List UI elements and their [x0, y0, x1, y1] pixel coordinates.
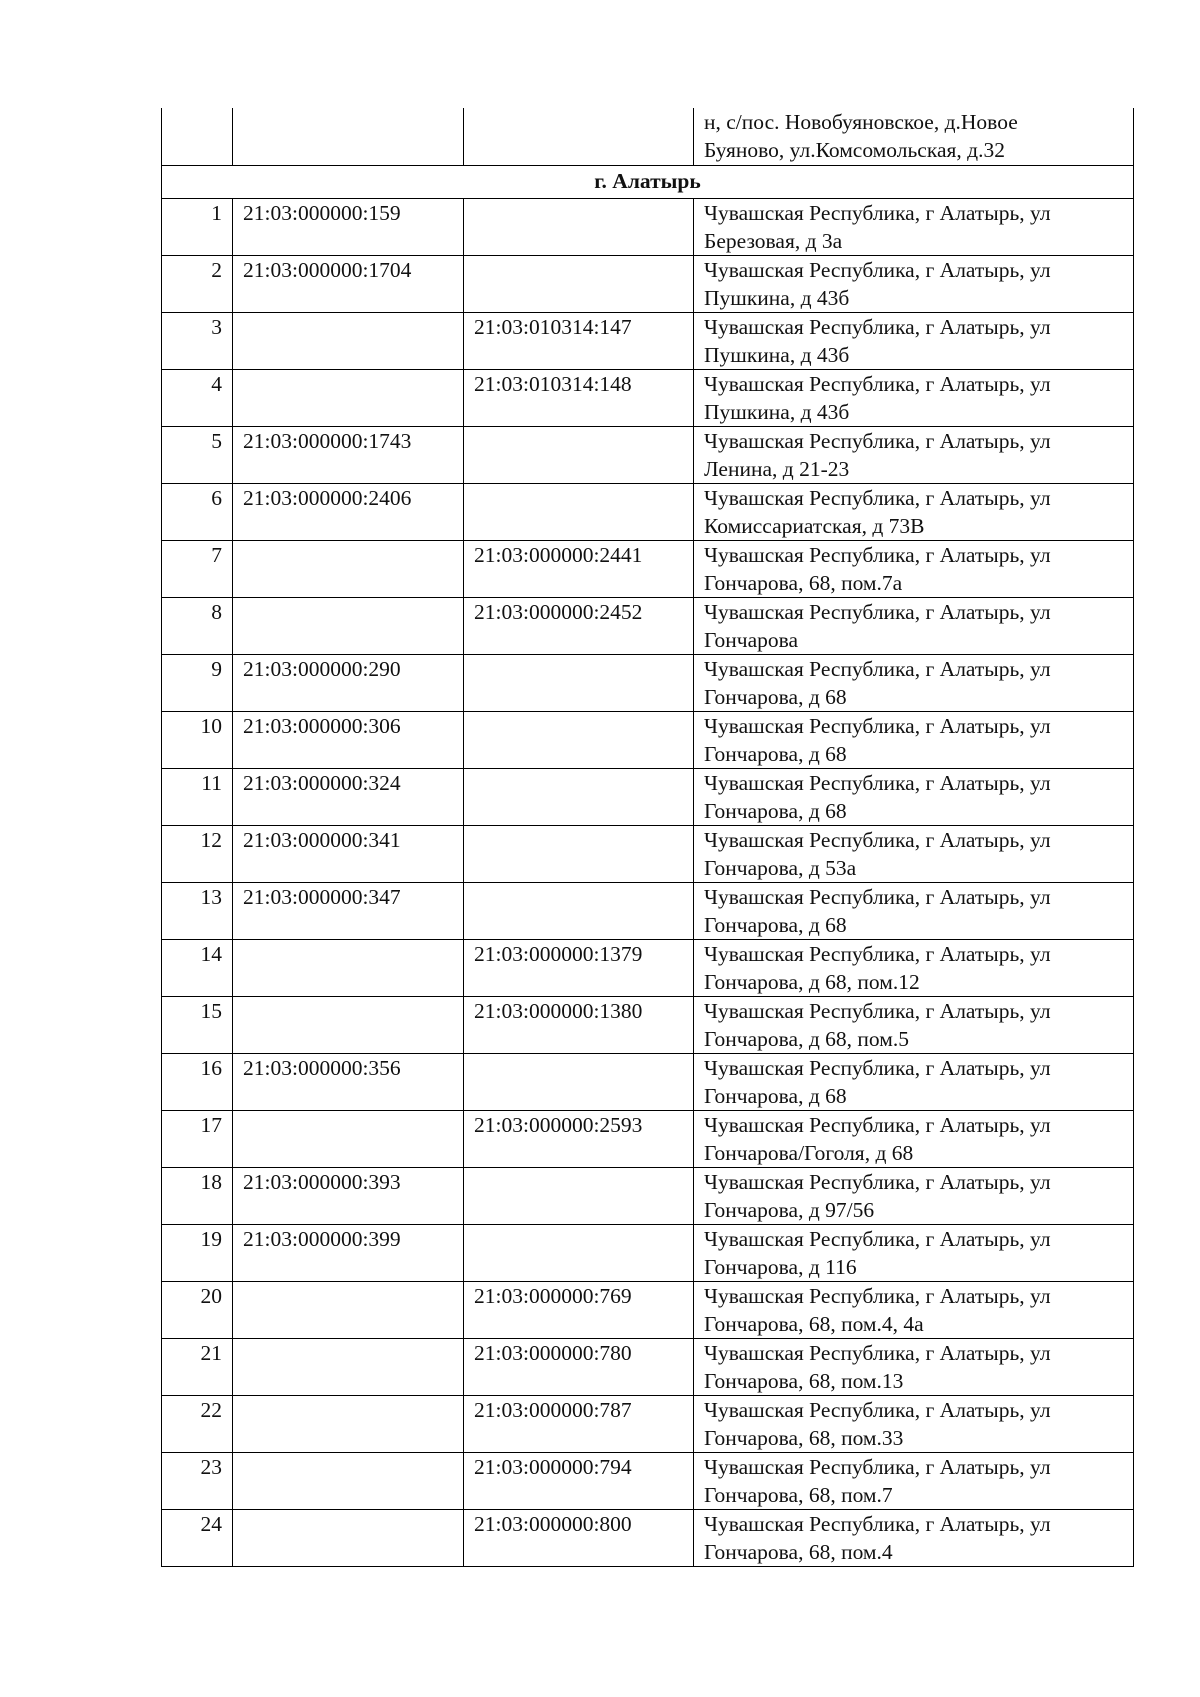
- property-table: [161, 108, 1134, 1567]
- premises-cadastral-number: 21:03:000000:800: [464, 1509, 694, 1566]
- cadastral-number: [233, 597, 464, 654]
- address-line: Чувашская Республика, г Алатырь, ул: [704, 656, 1051, 681]
- premises-cadastral-number: [464, 1224, 694, 1281]
- address-line: Чувашская Республика, г Алатырь, ул: [704, 428, 1051, 453]
- table-row: [162, 654, 1134, 711]
- cadastral-number: [233, 1110, 464, 1167]
- cadastral-number: [233, 1338, 464, 1395]
- table-row: [162, 369, 1134, 426]
- address-line: Березовая, д 3а: [704, 228, 843, 253]
- address-line: Гончарова, д 68: [704, 798, 847, 823]
- table-row: [162, 996, 1134, 1053]
- premises-cadastral-number: 21:03:010314:148: [464, 369, 694, 426]
- address-line: Пушкина, д 43б: [704, 285, 850, 310]
- address-line: Гончарова, д 68: [704, 912, 847, 937]
- address-line: Гончарова, д 97/56: [704, 1197, 875, 1222]
- premises-cadastral-number: 21:03:000000:2452: [464, 597, 694, 654]
- row-number: 23: [162, 1452, 233, 1509]
- cadastral-number: [233, 1281, 464, 1338]
- address-cell: [694, 1509, 1134, 1566]
- address-line: Чувашская Республика, г Алатырь, ул: [704, 1283, 1051, 1308]
- row-number: 17: [162, 1110, 233, 1167]
- row-number: 7: [162, 540, 233, 597]
- address-cell: [694, 1167, 1134, 1224]
- row-number: 20: [162, 1281, 233, 1338]
- address-cell: [694, 198, 1134, 255]
- row-number: 9: [162, 654, 233, 711]
- address-line: Чувашская Республика, г Алатырь, ул: [704, 1340, 1051, 1365]
- cadastral-number: 21:03:000000:306: [233, 711, 464, 768]
- premises-cadastral-number: 21:03:000000:780: [464, 1338, 694, 1395]
- table-row: [162, 1338, 1134, 1395]
- address-line: Чувашская Республика, г Алатырь, ул: [704, 1397, 1051, 1422]
- address-line: Чувашская Республика, г Алатырь, ул: [704, 485, 1051, 510]
- table-row: [162, 255, 1134, 312]
- address-line: Чувашская Республика, г Алатырь, ул: [704, 200, 1051, 225]
- table-row: [162, 1281, 1134, 1338]
- premises-cadastral-number: [464, 768, 694, 825]
- cadastral-number: 21:03:000000:1743: [233, 426, 464, 483]
- address-cell: [694, 711, 1134, 768]
- premises-cadastral-number: [464, 882, 694, 939]
- premises-cadastral-number: 21:03:000000:769: [464, 1281, 694, 1338]
- address-cell: [694, 1281, 1134, 1338]
- premises-cadastral-number: [464, 825, 694, 882]
- premises-cadastral-number: [464, 654, 694, 711]
- property-table-body: [162, 108, 1134, 1566]
- address-cell: [694, 1110, 1134, 1167]
- address-line: Чувашская Республика, г Алатырь, ул: [704, 713, 1051, 738]
- address-cell: [694, 597, 1134, 654]
- address-cell: [694, 1338, 1134, 1395]
- address-line: Гончарова, д 116: [704, 1254, 857, 1279]
- cadastral-number: 21:03:000000:290: [233, 654, 464, 711]
- address-line: Чувашская Республика, г Алатырь, ул: [704, 1511, 1051, 1536]
- premises-cadastral-number: 21:03:010314:147: [464, 312, 694, 369]
- table-row: [162, 312, 1134, 369]
- cadastral-number: 21:03:000000:356: [233, 1053, 464, 1110]
- row-number: 6: [162, 483, 233, 540]
- row-number: 2: [162, 255, 233, 312]
- address-cell: [694, 996, 1134, 1053]
- address-cell: [694, 540, 1134, 597]
- table-row: [162, 540, 1134, 597]
- cadastral-number: [233, 1509, 464, 1566]
- table-row: [162, 939, 1134, 996]
- row-number: 3: [162, 312, 233, 369]
- address-line: н, с/пос. Новобуяновское, д.Новое: [704, 110, 1018, 134]
- table-row: [162, 768, 1134, 825]
- table-row: [162, 1224, 1134, 1281]
- address-line: Пушкина, д 43б: [704, 342, 850, 367]
- table-row: [162, 198, 1134, 255]
- row-number: 18: [162, 1167, 233, 1224]
- row-number: 22: [162, 1395, 233, 1452]
- table-row: [162, 1395, 1134, 1452]
- address-line: Чувашская Республика, г Алатырь, ул: [704, 314, 1051, 339]
- table-row: [162, 825, 1134, 882]
- cadastral-number: [233, 939, 464, 996]
- table-row: [162, 711, 1134, 768]
- premises-cadastral-number: 21:03:000000:1379: [464, 939, 694, 996]
- address-line: Чувашская Республика, г Алатырь, ул: [704, 941, 1051, 966]
- row-number: 16: [162, 1053, 233, 1110]
- premises-cadastral-number: 21:03:000000:794: [464, 1452, 694, 1509]
- address-line: Гончарова, 68, пом.4: [704, 1539, 893, 1564]
- premises-cadastral-number: 21:03:000000:2593: [464, 1110, 694, 1167]
- address-cell: [694, 882, 1134, 939]
- address-line: Чувашская Республика, г Алатырь, ул: [704, 827, 1051, 852]
- premises-cadastral-number: 21:03:000000:1380: [464, 996, 694, 1053]
- table-row: [162, 426, 1134, 483]
- section-title: г. Алатырь: [162, 165, 1134, 198]
- cadastral-number: 21:03:000000:159: [233, 198, 464, 255]
- premises-cadastral-number: [464, 1053, 694, 1110]
- cadastral-number: 21:03:000000:2406: [233, 483, 464, 540]
- row-number: 11: [162, 768, 233, 825]
- address-line: Гончарова, д 68: [704, 1083, 847, 1108]
- address-cell: [694, 1395, 1134, 1452]
- address-line: Чувашская Республика, г Алатырь, ул: [704, 884, 1051, 909]
- row-number: 12: [162, 825, 233, 882]
- premises-cadastral-number: 21:03:000000:2441: [464, 540, 694, 597]
- cadastral-number: [233, 369, 464, 426]
- address-line: Гончарова, д 68: [704, 684, 847, 709]
- row-number: 5: [162, 426, 233, 483]
- premises-cadastral-number: [464, 426, 694, 483]
- row-number: 4: [162, 369, 233, 426]
- row-number: 8: [162, 597, 233, 654]
- address-cell: [694, 939, 1134, 996]
- address-line: Чувашская Республика, г Алатырь, ул: [704, 1226, 1051, 1251]
- address-cell: [694, 1452, 1134, 1509]
- address-cell: [694, 426, 1134, 483]
- section-header-row: [162, 165, 1134, 198]
- address-line: Гончарова, д 68, пом.12: [704, 969, 920, 994]
- cadastral-number: [233, 996, 464, 1053]
- address-cell: [694, 108, 1134, 165]
- address-line: Гончарова/Гоголя, д 68: [704, 1140, 914, 1165]
- address-line: Буяново, ул.Комсомольская, д.32: [704, 138, 1005, 162]
- table-row: [162, 483, 1134, 540]
- row-number: 15: [162, 996, 233, 1053]
- address-line: Чувашская Республика, г Алатырь, ул: [704, 1112, 1051, 1137]
- cadastral-number: 21:03:000000:393: [233, 1167, 464, 1224]
- address-cell: [694, 369, 1134, 426]
- table-row: [162, 1509, 1134, 1566]
- premises-cadastral-number: [464, 198, 694, 255]
- address-line: Чувашская Республика, г Алатырь, ул: [704, 257, 1051, 282]
- address-line: Чувашская Республика, г Алатырь, ул: [704, 998, 1051, 1023]
- address-line: Комиссариатская, д 73В: [704, 513, 925, 538]
- table-row: [162, 882, 1134, 939]
- row-number: 10: [162, 711, 233, 768]
- address-line: Ленина, д 21-23: [704, 456, 850, 481]
- premises-cadastral-number: [464, 1167, 694, 1224]
- address-line: Гончарова, 68, пом.7: [704, 1482, 893, 1507]
- address-cell: [694, 654, 1134, 711]
- row-number: 13: [162, 882, 233, 939]
- address-line: Гончарова, 68, пом.7а: [704, 570, 903, 595]
- address-line: Чувашская Республика, г Алатырь, ул: [704, 1055, 1051, 1080]
- address-line: Чувашская Республика, г Алатырь, ул: [704, 1169, 1051, 1194]
- premises-cadastral-number: 21:03:000000:787: [464, 1395, 694, 1452]
- cadastral-number: 21:03:000000:341: [233, 825, 464, 882]
- table-row: [162, 1452, 1134, 1509]
- address-cell: [694, 312, 1134, 369]
- cadastral-number: [233, 1452, 464, 1509]
- address-line: Чувашская Республика, г Алатырь, ул: [704, 1454, 1051, 1479]
- address-line: Чувашская Республика, г Алатырь, ул: [704, 542, 1051, 567]
- cadastral-number: 21:03:000000:1704: [233, 255, 464, 312]
- address-cell: [694, 768, 1134, 825]
- address-line: Пушкина, д 43б: [704, 399, 850, 424]
- table-row: [162, 1053, 1134, 1110]
- address-line: Гончарова, 68, пом.4, 4а: [704, 1311, 924, 1336]
- address-line: Гончарова, 68, пом.13: [704, 1368, 904, 1393]
- row-number: 21: [162, 1338, 233, 1395]
- address-cell: [694, 483, 1134, 540]
- premises-cadastral-number-cell: [464, 108, 694, 165]
- address-line: Гончарова, 68, пом.33: [704, 1425, 904, 1450]
- address-line: Гончарова, д 68: [704, 741, 847, 766]
- cadastral-number: [233, 312, 464, 369]
- cadastral-number: 21:03:000000:399: [233, 1224, 464, 1281]
- table-row: [162, 597, 1134, 654]
- address-line: Чувашская Республика, г Алатырь, ул: [704, 371, 1051, 396]
- row-number: 24: [162, 1509, 233, 1566]
- address-cell: [694, 255, 1134, 312]
- cadastral-number: 21:03:000000:324: [233, 768, 464, 825]
- premises-cadastral-number: [464, 711, 694, 768]
- row-number-cell: [162, 108, 233, 165]
- address-cell: [694, 825, 1134, 882]
- address-cell: [694, 1053, 1134, 1110]
- address-cell: [694, 1224, 1134, 1281]
- address-line: Гончарова: [704, 627, 799, 652]
- premises-cadastral-number: [464, 483, 694, 540]
- address-line: Гончарова, д 53а: [704, 855, 857, 880]
- table-row: [162, 1110, 1134, 1167]
- address-line: Чувашская Республика, г Алатырь, ул: [704, 770, 1051, 795]
- cadastral-number: [233, 1395, 464, 1452]
- table-row: [162, 1167, 1134, 1224]
- row-number: 19: [162, 1224, 233, 1281]
- row-number: 1: [162, 198, 233, 255]
- address-line: Чувашская Республика, г Алатырь, ул: [704, 599, 1051, 624]
- cadastral-number-cell: [233, 108, 464, 165]
- continuation-row: [162, 108, 1134, 165]
- cadastral-number: [233, 540, 464, 597]
- cadastral-number: 21:03:000000:347: [233, 882, 464, 939]
- address-line: Гончарова, д 68, пом.5: [704, 1026, 909, 1051]
- premises-cadastral-number: [464, 255, 694, 312]
- row-number: 14: [162, 939, 233, 996]
